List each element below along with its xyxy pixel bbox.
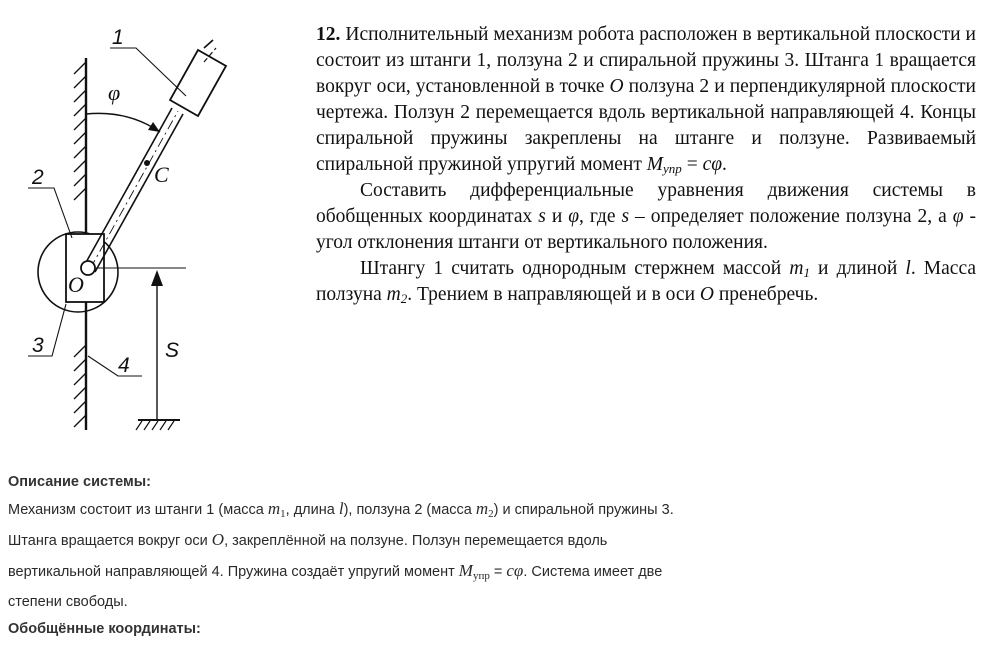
problem-text xyxy=(316,22,976,308)
problem-paragraph-1: 12. Исполнительный механизм робота расположен в вертикальной плоскости и состоит из штанги 1, ползуна 2 и спиральной пружины 3. Штанга 1 вращается вокруг оси, установленной в точке O ползуна 2 и перпендикулярной плоскости чертежа. Ползун 2 перемещается вдоль вертикальной направляющей 4. Концы спиральной пружины закреплены на штанге и ползуне. Развиваемый спиральной пружиной упругий момент $M_{упр} = c\varphi$. xyxy=(316,24,976,176)
problem-number: 12. xyxy=(316,24,341,45)
heading-generalized-coordinates: Обобщённые координаты: xyxy=(8,621,201,637)
leader-2 xyxy=(28,188,72,238)
rod-tip-block xyxy=(170,40,226,116)
notes-line-4: степени свободы. xyxy=(8,594,128,610)
mechanism-figure xyxy=(0,0,315,440)
label-slider: 2 xyxy=(32,166,44,189)
notes-line-2: Штанга вращается вокруг оси O, закреплённой на ползуне. Ползун перемещается вдоль xyxy=(8,530,608,549)
s-arrowhead xyxy=(151,270,163,286)
label-spring: 3 xyxy=(32,334,44,357)
ground-hatching xyxy=(136,421,174,430)
label-angle: φ xyxy=(108,80,121,105)
label-point-o: O xyxy=(68,272,84,297)
problem-paragraph-3: Штангу 1 считать однородным стержнем массой $m_1$ и длиной l. Масса ползуна $m_2$. Трением в направляющей и в оси O пренебречь. xyxy=(316,258,976,306)
label-rod: 1 xyxy=(112,26,124,49)
solution-notes xyxy=(8,470,993,641)
angle-arrowhead xyxy=(148,122,160,132)
notes-line-1: Механизм состоит из штанги 1 (масса $m_1$, длина l), ползуна 2 (масса $m_2$) и спиральной пружины 3. xyxy=(8,499,674,520)
leader-4 xyxy=(88,356,142,376)
label-coord-s: S xyxy=(165,339,180,362)
leader-1 xyxy=(110,48,186,96)
notes-line-3: вертикальной направляющей 4. Пружина создаёт упругий момент $M_{упр} = c\varphi$. Система имеет две xyxy=(8,561,663,582)
label-point-c: C xyxy=(154,162,169,187)
label-guide: 4 xyxy=(118,354,130,377)
problem-paragraph-2: Составить дифференциальные уравнения движения системы в обобщенных координатах s и φ, где s – определяет положение ползуна 2, а φ - угол отклонения штанги от вертикального положения. xyxy=(316,180,977,253)
heading-system-description: Описание системы: xyxy=(8,474,151,490)
point-c-dot xyxy=(144,160,150,166)
